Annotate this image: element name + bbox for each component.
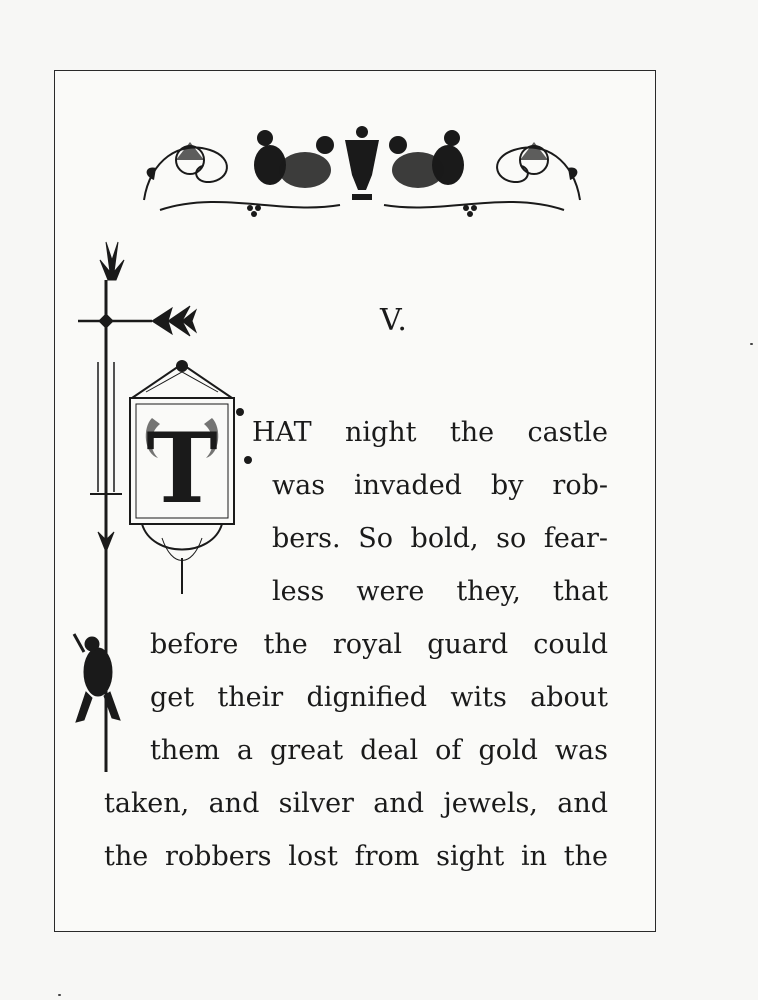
drop-cap-letter: T [146, 412, 218, 525]
text-line-2: was invaded by rob- [272, 470, 608, 501]
text-line-1: HAT night the castle [252, 417, 608, 448]
paper-speck [58, 994, 61, 996]
text-line-9: the robbers lost from sight in the [104, 841, 608, 872]
paper-speck [750, 343, 753, 345]
ornamental-headpiece [140, 120, 584, 220]
drop-cap-ornament [122, 358, 258, 598]
text-line-3: bers. So bold, so fear- [272, 523, 608, 554]
chapter-number: V. [380, 303, 408, 338]
text-line-4: less were they, that [272, 576, 608, 607]
text-line-8: taken, and silver and jewels, and [104, 788, 608, 819]
text-line-6: get their dignified wits about [150, 682, 608, 713]
text-line-5: before the royal guard could [150, 629, 608, 660]
text-line-7: them a great deal of gold was [150, 735, 608, 766]
